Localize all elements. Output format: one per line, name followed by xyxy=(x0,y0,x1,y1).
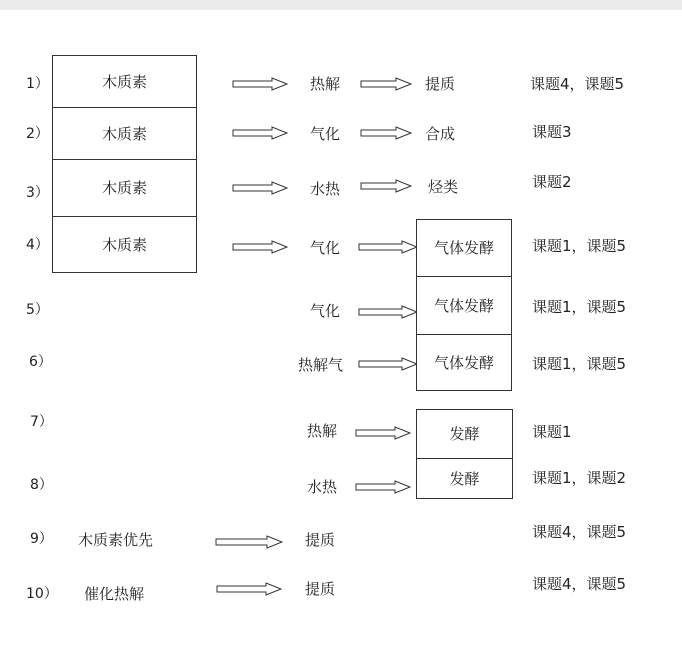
arrow-right-icon xyxy=(358,240,418,254)
product-box xyxy=(416,334,512,391)
arrow-right-icon xyxy=(232,181,288,195)
row-number: 2） xyxy=(26,126,49,142)
row-number: 7） xyxy=(30,414,53,430)
source-box xyxy=(52,159,197,217)
product-label: 气体发酵 xyxy=(433,296,494,315)
product-label: 发酵 xyxy=(449,425,480,443)
source-label: 催化热解 xyxy=(84,585,145,603)
product-label: 烃类 xyxy=(428,178,459,196)
topics-label: 课题4，课题5 xyxy=(530,75,625,93)
source-box xyxy=(52,216,197,273)
arrow-right-icon xyxy=(355,480,411,494)
topics-label: 课题4，课题5 xyxy=(532,575,627,593)
product-label: 气体发酵 xyxy=(433,239,494,257)
product-box xyxy=(416,276,512,335)
process-label: 热解 xyxy=(307,422,338,440)
arrow-right-icon xyxy=(358,357,418,371)
process-label: 热解气 xyxy=(298,356,344,374)
topics-label: 课题2 xyxy=(532,173,572,191)
process-label: 气化 xyxy=(310,302,341,320)
row-number: 1） xyxy=(26,76,49,92)
arrow-right-icon xyxy=(216,582,282,596)
arrow-right-icon xyxy=(358,305,418,319)
row-number: 3） xyxy=(26,185,49,201)
flow-arrow xyxy=(360,179,412,193)
flow-arrow xyxy=(360,126,412,140)
product-box xyxy=(416,409,513,459)
source-label: 木质素 xyxy=(101,72,147,91)
process-label: 气化 xyxy=(310,125,341,143)
product-box xyxy=(416,458,513,499)
source-label: 木质素 xyxy=(101,235,147,254)
row-number: 10） xyxy=(26,586,58,602)
product-label: 合成 xyxy=(425,125,456,143)
topics-label: 课题1，课题2 xyxy=(532,469,627,487)
source-label: 木质素 xyxy=(101,179,147,197)
arrow-right-icon xyxy=(360,126,412,140)
product-box xyxy=(416,219,512,277)
source-box xyxy=(52,107,197,160)
flow-arrow xyxy=(216,582,282,596)
topics-label: 课题4，课题5 xyxy=(532,523,627,541)
flow-arrow xyxy=(232,77,288,91)
flow-arrow xyxy=(360,77,412,91)
top-bar xyxy=(0,0,682,10)
flow-arrow xyxy=(358,357,418,371)
flow-arrow xyxy=(358,240,418,254)
arrow-right-icon xyxy=(232,77,288,91)
source-label: 木质素 xyxy=(101,124,147,143)
product-label: 发酵 xyxy=(449,469,480,488)
arrow-right-icon xyxy=(360,179,412,193)
product-label: 提质 xyxy=(305,531,336,549)
arrow-right-icon xyxy=(215,535,283,549)
flow-arrow xyxy=(358,305,418,319)
flow-arrow xyxy=(232,126,288,140)
product-label: 提质 xyxy=(305,580,336,598)
process-label: 水热 xyxy=(307,478,338,496)
arrow-right-icon xyxy=(355,426,411,440)
arrow-right-icon xyxy=(360,77,412,91)
topics-label: 课题1 xyxy=(532,423,572,441)
product-label: 提质 xyxy=(425,75,456,93)
topics-label: 课题1，课题5 xyxy=(532,237,627,255)
row-number: 5） xyxy=(26,302,49,318)
source-label: 木质素优先 xyxy=(78,531,154,549)
product-label: 气体发酵 xyxy=(433,353,494,372)
flow-arrow xyxy=(355,426,411,440)
row-number: 4） xyxy=(26,237,49,253)
arrow-right-icon xyxy=(232,240,288,254)
process-label: 气化 xyxy=(310,239,341,257)
topics-label: 课题1，课题5 xyxy=(532,298,627,316)
flow-arrow xyxy=(232,181,288,195)
row-number: 9） xyxy=(30,531,53,547)
process-label: 水热 xyxy=(310,180,341,198)
row-number: 8） xyxy=(30,477,53,493)
topics-label: 课题1，课题5 xyxy=(532,355,627,373)
arrow-right-icon xyxy=(232,126,288,140)
flow-arrow xyxy=(355,480,411,494)
source-box xyxy=(52,55,197,108)
flow-arrow xyxy=(232,240,288,254)
topics-label: 课题3 xyxy=(532,123,572,141)
process-label: 热解 xyxy=(310,75,341,93)
flow-arrow xyxy=(215,535,283,549)
row-number: 6） xyxy=(29,354,52,370)
